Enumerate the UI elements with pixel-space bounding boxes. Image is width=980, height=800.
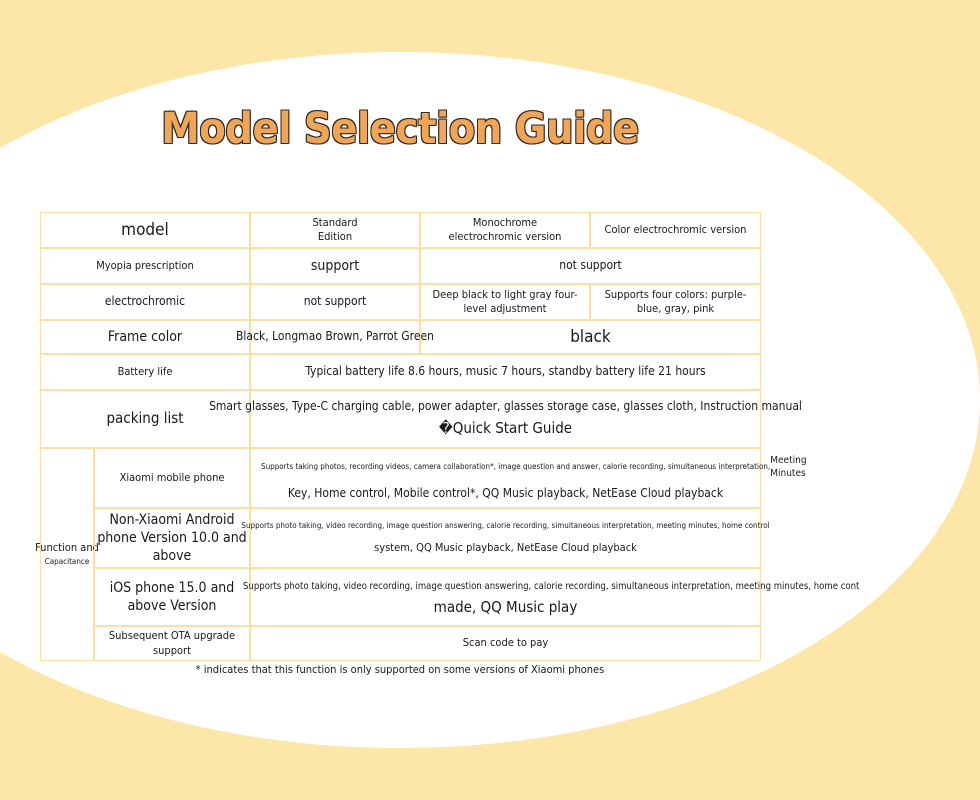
packing-line-1: Smart glasses, Type-C charging cable, power adapter, glasses storage case, glasses cloth, Instruction manual [209,399,802,414]
xiaomi-side: Meeting Minutes [770,455,807,480]
header-color: Color electrochromic version [590,212,761,248]
page-title: Model Selection Guide [161,104,639,154]
ios-value [243,568,860,626]
xiaomi-value [250,448,807,508]
myopia-standard: support [250,248,420,284]
myopia-others: not support [420,248,761,284]
header-model: model [40,212,250,248]
header-mono: Monochrome electrochromic version [420,212,590,248]
row-label-battery: Battery life [40,354,250,390]
function-label-2: Capacitance [44,557,90,567]
row-label-android: Non-Xiaomi Android phone Version 10.0 and above [94,508,250,568]
xiaomi-features: Supports taking photos, recording videos, camera collaboration*, image question and answer, calorie recording, simultaneous interpretation, [261,462,771,471]
android-features-main: system, QQ Music playback, NetEase Cloud playback [374,541,637,555]
ota-value: Scan code to pay [250,626,761,661]
battery-value: Typical battery life 8.6 hours, music 7 hours, standby battery life 21 hours [250,354,761,390]
packing-value [209,390,802,448]
row-label-myopia: Myopia prescription [40,248,250,284]
frame-others: black [420,320,761,354]
android-value [241,508,770,568]
android-features: Supports photo taking, video recording, image question answering, calorie recording, simultaneous interpretation, meeting minutes, home control [241,520,770,530]
xiaomi-features-main: Key, Home control, Mobile control*, QQ Music playback, NetEase Cloud playback [287,486,724,501]
packing-line-2: �Quick Start Guide [438,419,573,438]
row-label-frame: Frame color [40,320,250,354]
ios-features: Supports photo taking, video recording, image question answering, calorie recording, simultaneous interpretation, meeting minutes, home cont [243,581,860,592]
row-label-ios: iOS phone 15.0 and above Version [94,568,250,626]
header-standard: Standard Edition [250,212,420,248]
frame-standard: Black, Longmao Brown, Parrot Green [250,320,420,354]
electro-standard: not support [250,284,420,320]
electro-mono: Deep black to light gray four-level adjustment [420,284,590,320]
ios-features-main: made, QQ Music play [433,598,578,617]
row-label-electro: electrochromic [40,284,250,320]
function-label: Function and [35,541,99,555]
row-label-ota: Subsequent OTA upgrade support [94,626,250,661]
row-label-packing: packing list [40,390,250,448]
row-label-function [35,448,99,661]
row-label-xiaomi: Xiaomi mobile phone [94,448,250,508]
electro-color: Supports four colors: purple-blue, gray, pink [590,284,761,320]
footnote: * indicates that this function is only supported on some versions of Xiaomi phones [195,663,605,676]
